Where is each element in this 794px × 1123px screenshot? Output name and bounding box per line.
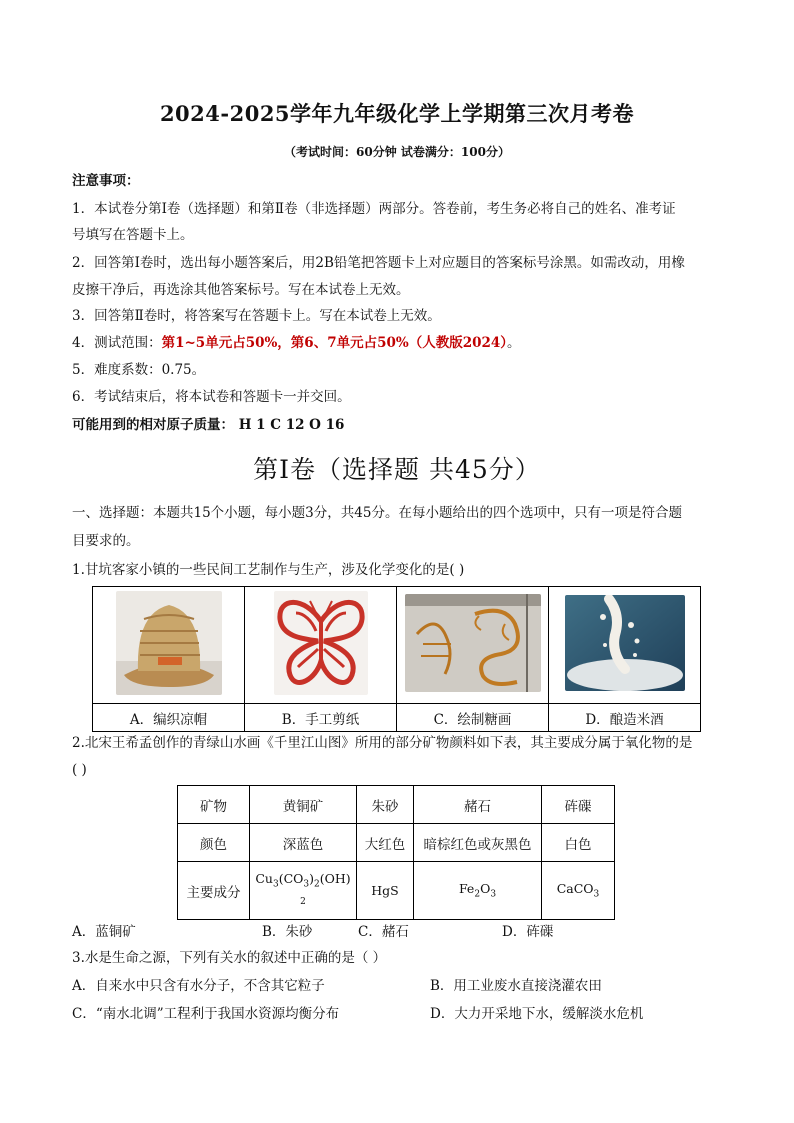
formula-part: (CO [278,870,304,886]
q1-option-b: B．手工剪纸 [245,704,397,732]
q1-cell-b [245,587,397,704]
note-2b: 皮擦干净后，再选涂其他答案标号。写在本试卷上无效。 [72,282,410,298]
formula-part: Cu [255,870,273,886]
formula-sub: 3 [490,889,497,900]
straw-hat-photo-icon [116,591,222,695]
formula-sub: 3 [303,879,310,890]
q1-option-a: A．编织凉帽 [93,704,245,732]
page-title: 2024-2025学年九年级化学上学期第三次月考卷 [159,101,635,126]
exam-info: （考试时间：60分钟 试卷满分：100分） [284,145,510,159]
formula-part: CaCO [556,881,594,897]
formula-part: O [480,881,491,897]
composition-cell [414,862,542,920]
q1-cell-c [397,587,549,704]
formula-part: Fe [458,881,475,897]
q2-stem-a: 2.北宋王希孟创作的青绿山水画《千里江山图》所用的部分矿物颜料如下表，其主要成分属于氧化物的是 [72,735,693,751]
instructions-b: 目要求的。 [72,533,140,549]
composition-label: 主要成分 [178,862,250,920]
formula-sub: 2 [314,879,320,890]
paper-cut-butterfly-icon [274,591,368,695]
q3-option-c: C．“南水北调”工程利于我国水资源均衡分布 [72,1006,340,1022]
notes-heading: 注意事项： [72,173,140,189]
composition-cell [542,862,615,920]
sugar-painting-dragon-icon [405,594,541,692]
composition-cell: HgS [357,862,414,920]
composition-cell [250,862,357,920]
atomic-masses: 可能用到的相对原子质量： H 1 C 12 O 16 [72,417,345,433]
note-3: 3．回答第Ⅱ卷时，将答案写在答题卡上。写在本试卷上无效。 [72,308,441,324]
color-cell: 暗棕红色或灰黑色 [414,824,542,862]
note-5: 5．难度系数：0.75。 [72,362,206,378]
formula-part: ) [309,870,315,886]
q2-option-d: D．砗磲 [502,924,554,940]
color-cell: 白色 [542,824,615,862]
note-4 [72,333,521,353]
formula-part: (OH) [319,870,351,886]
q2-option-b: B．朱砂 [262,924,313,940]
mineral-header: 黄铜矿 [250,786,357,824]
q3-option-a: A．自来水中只含有水分子，不含其它粒子 [72,978,325,994]
q3-stem: 3.水是生命之源，下列有关水的叙述中正确的是（ ） [72,950,387,966]
q3-option-b: B．用工业废水直接浇灌农田 [430,978,602,994]
mineral-header: 朱砂 [357,786,414,824]
q2-option-c: C．赭石 [358,924,409,940]
note-6: 6．考试结束后，将本试卷和答题卡一并交回。 [72,389,351,405]
rice-wine-photo-icon [565,595,685,691]
q1-image-table [92,586,701,732]
mineral-header: 砗磲 [542,786,615,824]
formula-sub: 3 [272,879,279,890]
q3-option-d: D．大力开采地下水，缓解淡水危机 [430,1006,644,1022]
section-title: 第Ⅰ卷（选择题 共45分） [253,455,541,484]
mineral-table [177,785,615,920]
q1-option-d: D．酿造米酒 [549,704,701,732]
mineral-header: 赭石 [414,786,542,824]
q1-cell-d [549,587,701,704]
formula-sub: 2 [300,897,306,908]
test-scope: 第1~5单元占50%，第6、7单元占50%（人教版2024） [161,335,508,351]
q2-option-a: A．蓝铜矿 [72,924,136,940]
formula-sub: 3 [593,889,600,900]
note-2a: 2．回答第Ⅰ卷时，选出每小题答案后，用2B铅笔把答题卡上对应题目的答案标号涂黑。如需改动，用橡 [72,255,685,271]
color-cell: 深蓝色 [250,824,357,862]
mineral-header: 矿物 [178,786,250,824]
note-4-suffix: 。 [507,335,521,351]
q2-stem-b: ( ) [72,762,87,778]
q1-option-c: C．绘制糖画 [397,704,549,732]
note-1a: 1．本试卷分第Ⅰ卷（选择题）和第Ⅱ卷（非选择题）两部分。答卷前，考生务必将自己的姓名、准考证 [72,201,676,217]
instructions-a: 一、选择题：本题共15个小题，每小题3分，共45分。在每小题给出的四个选项中，只有一项是符合题 [72,505,682,521]
color-cell: 颜色 [178,824,250,862]
color-cell: 大红色 [357,824,414,862]
q1-stem: 1.甘坑客家小镇的一些民间工艺制作与生产，涉及化学变化的是( ) [72,562,465,578]
formula-sub: 2 [474,889,481,900]
note-1b: 号填写在答题卡上。 [72,227,194,243]
note-4-prefix: 4．测试范围： [72,335,162,351]
q1-cell-a [93,587,245,704]
